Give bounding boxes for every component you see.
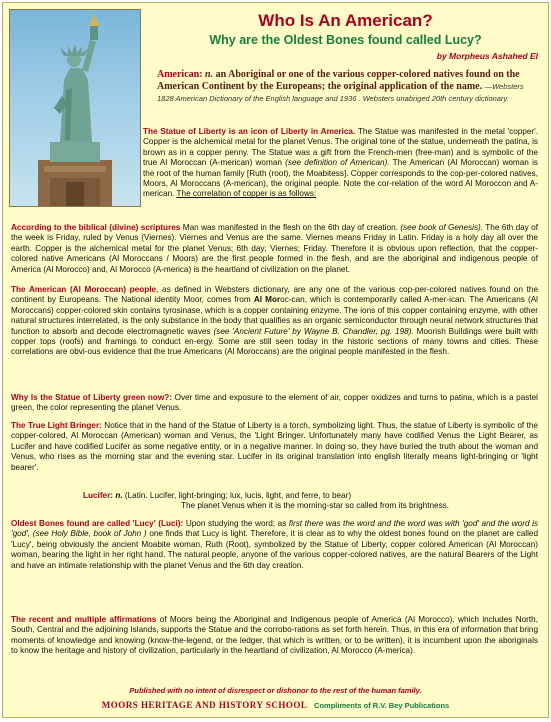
- paragraph-text: Man was manifested in the flesh on the 6th day of creation.: [182, 223, 398, 232]
- definition-pos: n.: [205, 69, 214, 80]
- paragraph-text: , as defined in Websters dictionary, are any one of the various cop-per-colored natives found on the continent by Europeans. The National identity Moor, comes from: [11, 285, 538, 305]
- paragraph-italic-2: (see Holy Bible, book of John ): [32, 529, 147, 539]
- paragraph-underline: The correlation of copper is as follows:: [176, 189, 317, 199]
- lucifer-line-1: (Latin. Lucifer, light-bringing; lux, lucis, light, and ferre, to bear): [124, 491, 352, 500]
- lucifer-definition: [83, 491, 538, 512]
- paragraph-text: Notice that in the hand of the Statue of Liberty is a torch, symbolizing light. Thus, the statue of Liberty is symbolic of the copper-colored, Al Moroccan (American) woman and Venus, the 'Light Bringer. Unfortunately many have codified Venus the Light Bearer, as Lucifer and have codified Lucifer as some negative entity, or in a negative manner. In doing so, they have buried the truth about the woman and Venus, who rises as the morning star and the evening star. Lucifer in its original translation into english literally means light-bringing or 'light bearer'.: [11, 421, 538, 472]
- paragraph-affirmations: [11, 615, 538, 657]
- paragraph-lead: The American (Al Moroccan) people: [11, 285, 157, 294]
- page-subtitle: Why are the Oldest Bones found called Lucy?: [209, 33, 482, 47]
- paragraph-text-2: The 6th day of the week is Friday, ruled by Venus (Viernes). Viernes and Venus are the same. Viernes means Friday in Latin. Friday is a holy day all over the earth. Copper is the alchemical metal for the planet Venus; 6th day; Viernes; Friday. Therefore it is obvious upon reflection, that the copper-colored native Americans (Al Moroccans / Moors) are the first people formed in the flesh, and are the aboriginal and indigenous people of America (Al Morocco) and, Al Morocco (A-merica) is the heartland of civilization on the planet.: [11, 223, 538, 274]
- paragraph-italic: (see definition of American).: [285, 158, 390, 168]
- paragraph-text: The Statue was manifested in the metal 'copper'. Copper is the alchemical metal for the planet Venus. The original tone of the statue, underneath the patina, is brown as in a copper penny. The Statue was a gift from the French-men (free-man) and is symbolic of the true Al Moroccan (A-merican) woman: [143, 127, 538, 168]
- paragraph-italic: (see 'Ancient Future' by Wayne B. Chandler, pg. 198).: [213, 326, 414, 336]
- school-name: MOORS HERITAGE AND HISTORY SCHOOL: [101, 700, 308, 710]
- paragraph-green: [11, 393, 538, 414]
- paragraph-bold: Al Mor: [253, 295, 281, 305]
- lucifer-line-2: The planet Venus when it is the morning-star so called from its brightness.: [181, 501, 450, 511]
- compliments: Compliments of R.V. Bey Publications: [314, 701, 450, 710]
- paragraph-lead: Oldest Bones found are called 'Lucy' (Luci):: [11, 519, 184, 528]
- page-title: Who Is An American?: [258, 11, 433, 30]
- definition-source: —Websters 1828 American Dictionary of the English language and 1936 . Websters unabriged 20th century dictionary.: [157, 82, 524, 103]
- footer-note: Published with no intent of disrespect or dishonor to the rest of the human family.: [129, 686, 422, 695]
- paragraph-text: of Moors being the Aboriginal and Indigenous people of America (Al Morocco), which includes North, South, Central and the adjoining Islands, supports the Statue and the corrobo-rations as set forth herein. Thus, in this era of information that bring moments of knowledge and knowing (know-the-legend, or the ledger, that which is written, or to be written), it is incumbent upon the aboriginals to know the heritage and history of civilization, particularly in the heartland of civilization, Al Morocco (A-merica).: [11, 615, 539, 656]
- paragraph-scriptures: [11, 223, 538, 275]
- paragraph-text-2: one finds that Lucy is light. Therefore, it is clear as to why the oldest bones found on the planet are called 'Lucy', being obviously the ancient Moabite woman, Ruth (Root), symbolized by the Statue of Liberty, copper colored American (Al Moroccan) woman, bearing the light in her right hand. The natural people, anyone of the various copper-colored natives, are the natural Bearers of the Light and have an intimate relationship with the planet Venus and the 6th day creation.: [11, 529, 539, 570]
- paragraph-italic: (see book of Genesis).: [400, 223, 484, 232]
- paragraph-lead: Why Is the Statue of Liberty green now?:: [11, 393, 172, 402]
- flyer-page: [2, 2, 549, 718]
- paragraph-light-bringer: [11, 421, 538, 473]
- paragraph-text-3: Moorish Buildings were built with copper tops (roofs) and framings to conduct en-ergy. Some are still seen today in the historic sections of many towns and cities. These correlations are obvi-ous evidence that the true Americans (Al Moroccans) are the original people manifested in the flesh.: [11, 326, 538, 357]
- paragraph-american-people: [11, 285, 538, 358]
- paragraph-lucy: [11, 519, 538, 571]
- paragraph-italic: first there was the word and the word was with 'god' and the word is 'god',: [11, 519, 538, 539]
- paragraph-lead: The Statue of Liberty is an icon of Liberty in America.: [143, 127, 356, 136]
- lucifer-word: Lucifer:: [83, 491, 114, 500]
- definition-block: [157, 69, 538, 105]
- definition-text: an Aboriginal or one of the various copper-colored natives found on the American Continent by the Europeans; the original application of the name.: [157, 69, 520, 92]
- paragraph-text-2: oc-can, which is contemporarily called A-mer-ican. The Americans (Al Moroccans) copper-colored skin contains tyrosinase, which is a copper containing enzyme. The ions of this copper containing enzyme, with other natural structures interrelated, is the only substance in the body that qualifies as an organic semiconductor through neural network structures that function to absorb and decode electromagnetic waves: [11, 295, 539, 336]
- statue-of-liberty-photo: [9, 9, 141, 207]
- paragraph-text-2: The American (Al Moroccan) woman is the root of the human family [Ruth (root), the Moabitess]. Copper corresponds to the cop-per-colored natives, Moors, Al Moroccans (A-merican), the original people. Note the cor-relation of the word Al Moroccon and A-merican.: [143, 158, 538, 199]
- byline: by Morpheus Ashahed El: [436, 51, 538, 61]
- paragraph-lead: The recent and multiple affirmations: [11, 615, 157, 624]
- paragraph-text: Over time and exposure to the element of air, copper oxidizes and turns to patina, which is a pastel green, the color representing the planet Venus.: [11, 393, 538, 413]
- paragraph-text: Upon studying the word; as: [185, 519, 287, 528]
- lucifer-pos: n.: [115, 491, 123, 500]
- definition-word: American:: [157, 69, 203, 80]
- paragraph-statue: [143, 127, 538, 200]
- paragraph-lead: The True Light Bringer:: [11, 421, 102, 430]
- paragraph-lead: According to the biblical (divine) scriptures: [11, 223, 181, 232]
- footer-credits: [3, 700, 548, 710]
